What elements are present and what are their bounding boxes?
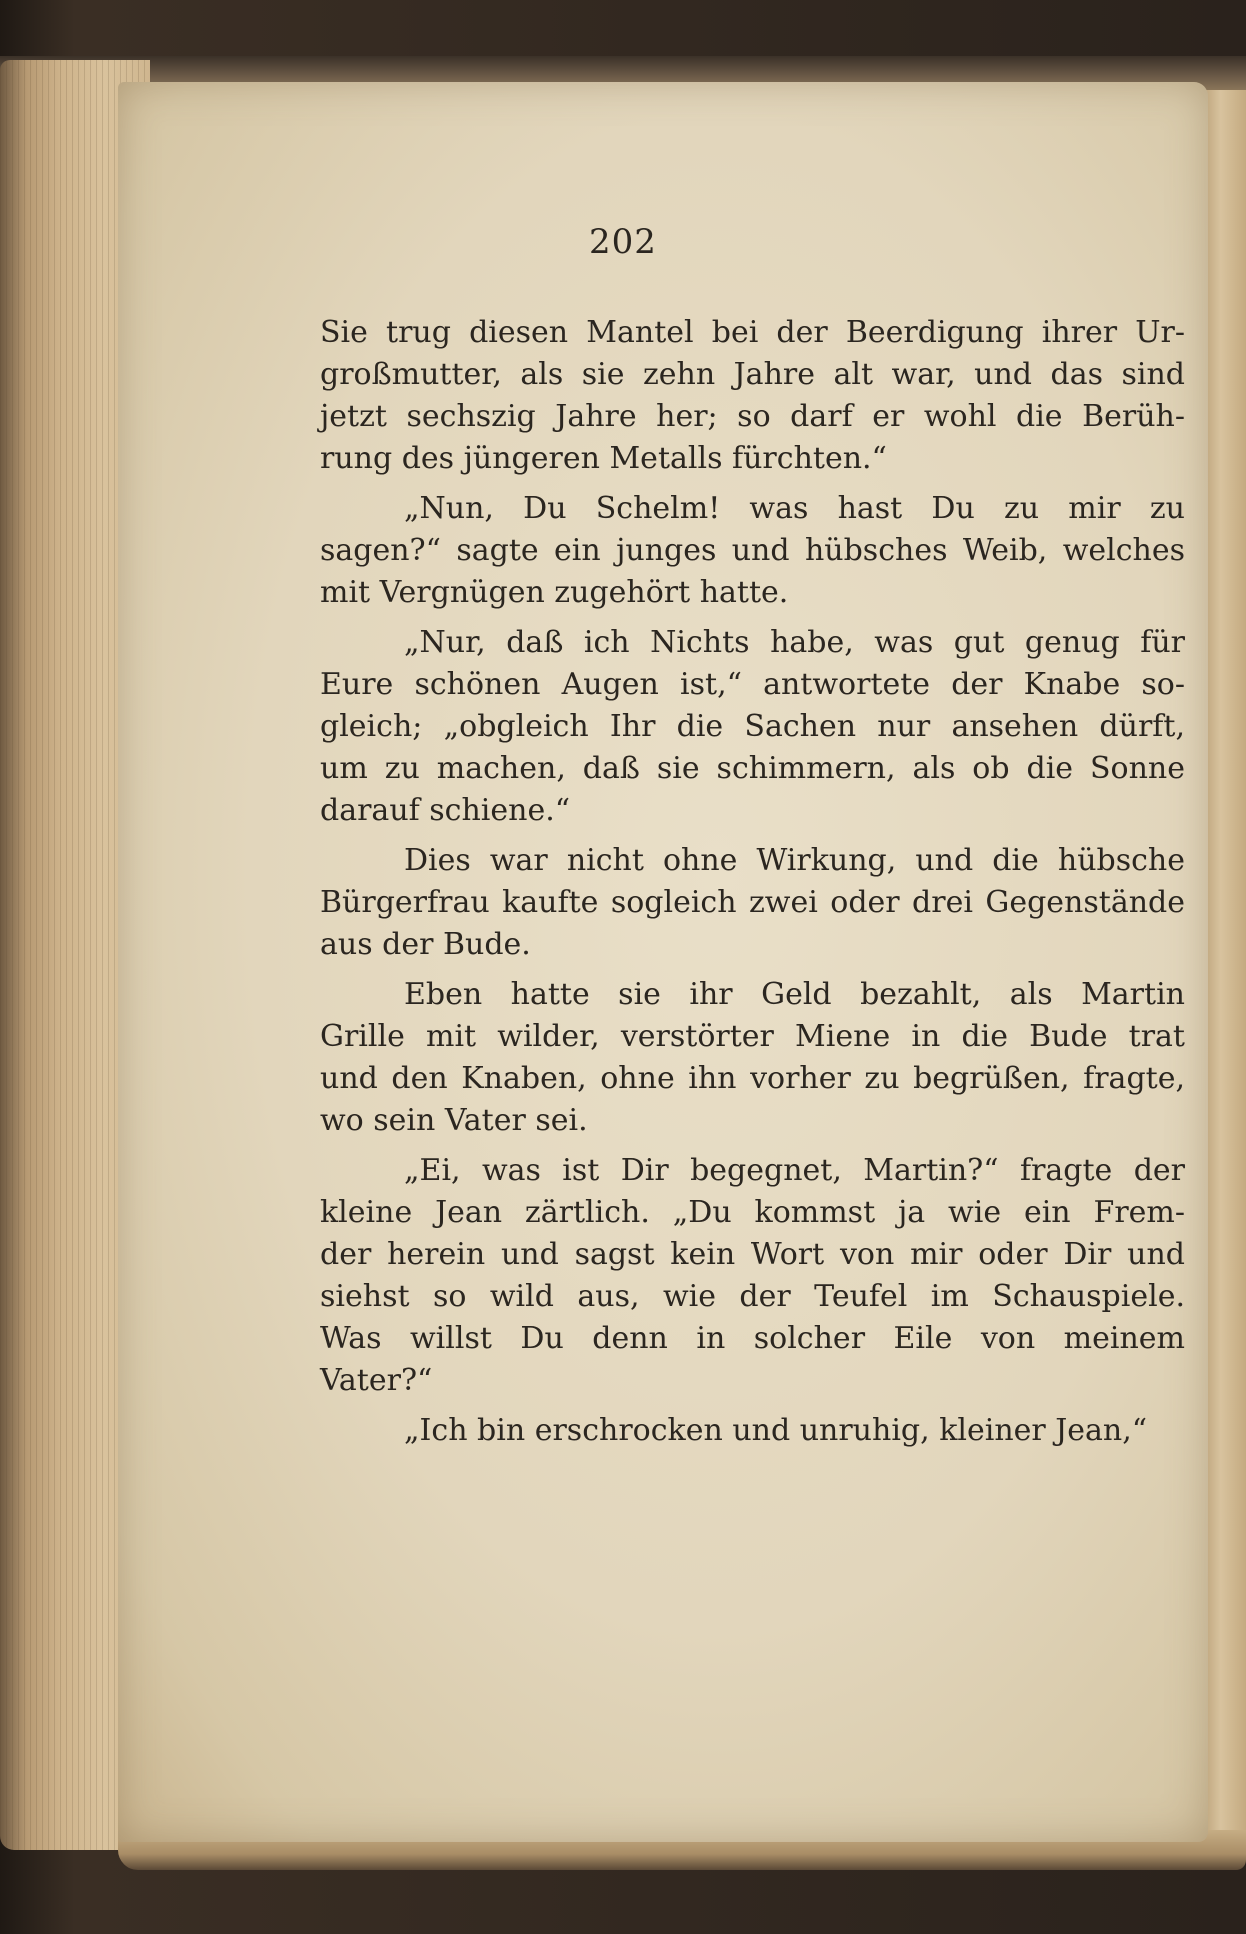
text-line: Was willst Du denn in solcher Eile von meinem (320, 1321, 1185, 1356)
text-line: großmutter, als sie zehn Jahre alt war, und das sind (320, 357, 1185, 392)
text-line: „Nur, daß ich Nichts habe, was gut genug für (404, 625, 1185, 660)
body-text (320, 312, 1185, 1452)
page-number: 202 (589, 222, 657, 262)
text-line: Grille mit wilder, verstörter Miene in die Bude trat (320, 1019, 1185, 1054)
text-line: darauf schiene.“ (320, 793, 571, 828)
text-line: rung des jüngeren Metalls fürchten.“ (320, 441, 887, 476)
text-line: gleich; „obgleich Ihr die Sachen nur ansehen dürft, (320, 709, 1185, 744)
text-line: aus der Bude. (320, 927, 531, 962)
text-line: Dies war nicht ohne Wirkung, und die hübsche (404, 843, 1185, 878)
text-line: Sie trug diesen Mantel bei der Beerdigung ihrer Ur- (320, 315, 1185, 350)
paragraph (320, 1410, 1185, 1452)
text-line: wo sein Vater sei. (320, 1103, 588, 1138)
paragraph (320, 488, 1185, 614)
text-line: jetzt sechszig Jahre her; so darf er wohl die Berüh- (320, 399, 1185, 434)
text-line: sagen?“ sagte ein junges und hübsches Weib, welches (320, 533, 1185, 568)
text-line: der herein und sagst kein Wort von mir oder Dir und (320, 1237, 1185, 1272)
text-line: und den Knaben, ohne ihn vorher zu begrüßen, fragte, (320, 1061, 1185, 1096)
text-line: Bürgerfrau kaufte sogleich zwei oder drei Gegenstände (320, 885, 1185, 920)
text-line: „Nun, Du Schelm! was hast Du zu mir zu (404, 491, 1185, 526)
paragraph (320, 1150, 1185, 1402)
text-line: kleine Jean zärtlich. „Du kommst ja wie ein Frem- (320, 1195, 1185, 1230)
paragraph (320, 974, 1185, 1142)
text-line: siehst so wild aus, wie der Teufel im Schauspiele. (320, 1279, 1185, 1314)
paragraph (320, 840, 1185, 966)
text-line: „Ei, was ist Dir begegnet, Martin?“ fragte der (404, 1153, 1185, 1188)
text-line: „Ich bin erschrocken und unruhig, kleiner Jean,“ (404, 1413, 1148, 1448)
paragraph (320, 312, 1185, 480)
text-line: Eben hatte sie ihr Geld bezahlt, als Martin (404, 977, 1185, 1012)
text-line: Eure schönen Augen ist,“ antwortete der Knabe so- (320, 667, 1185, 702)
text-line: Vater?“ (320, 1363, 433, 1398)
paragraph (320, 622, 1185, 832)
text-line: mit Vergnügen zugehört hatte. (320, 575, 789, 610)
text-line: um zu machen, daß sie schimmern, als ob die Sonne (320, 751, 1185, 786)
